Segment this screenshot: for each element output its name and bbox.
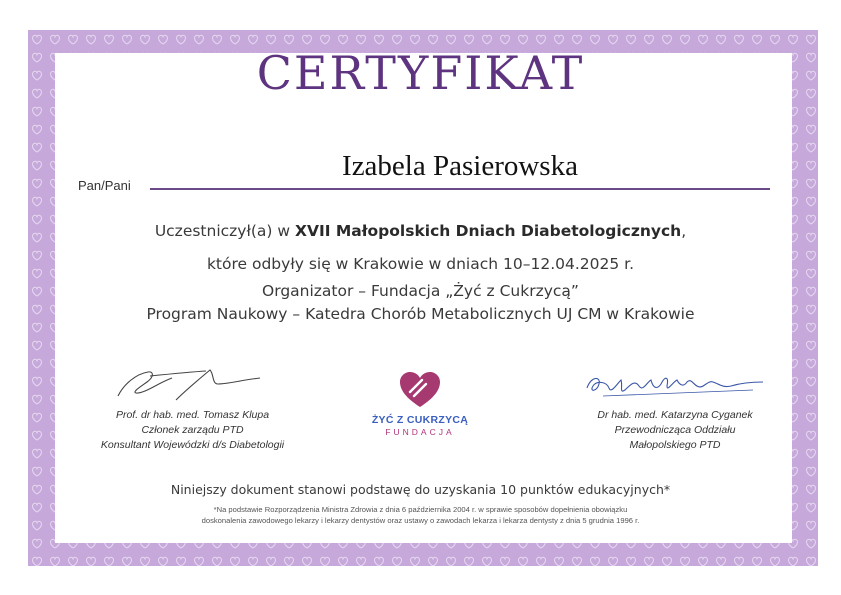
organizer-line: Organizator – Fundacja „Żyć z Cukrzycą” bbox=[262, 282, 579, 300]
event-dates-line: które odbyły się w Krakowie w dniach 10–12.04.2025 r. bbox=[206, 255, 635, 273]
footnote-line-1: *Na podstawie Rozporządzenia Ministra Zdrowia z dnia 6 października 2004 r. w sprawie sposobów dopełnienia obowiązku bbox=[213, 505, 628, 514]
participation-prefix: Uczestniczył(a) w bbox=[154, 222, 295, 240]
signatory-right-name: Dr hab. med. Katarzyna Cyganek bbox=[597, 409, 753, 421]
foundation-logo bbox=[360, 370, 480, 437]
signatory-right-block bbox=[575, 408, 775, 453]
education-points-statement: Niniejszy dokument stanowi podstawę do uzyskania 10 punktów edukacyjnych* bbox=[170, 482, 671, 497]
signatory-right-role1: Przewodnicząca Oddziału bbox=[614, 424, 736, 436]
signature-right bbox=[583, 370, 768, 402]
program-line: Program Naukowy – Katedra Chorób Metabolicznych UJ CM w Krakowie bbox=[146, 305, 695, 323]
signatory-right-role2: Małopolskiego PTD bbox=[629, 439, 721, 451]
signatory-left-block bbox=[85, 408, 300, 453]
participation-line bbox=[0, 222, 841, 240]
logo-subtitle: FUNDACJA bbox=[385, 427, 455, 437]
signatory-left-role1: Członek zarządu PTD bbox=[141, 424, 244, 436]
logo-name: ŻYĆ Z CUKRZYCĄ bbox=[371, 414, 469, 426]
participation-suffix: , bbox=[681, 222, 687, 240]
signatory-left-name: Prof. dr hab. med. Tomasz Klupa bbox=[115, 409, 270, 421]
recipient-name: Izabela Pasierowska bbox=[342, 150, 578, 182]
salutation-label: Pan/Pani bbox=[78, 178, 131, 193]
heart-icon bbox=[398, 370, 442, 410]
event-name: XVII Małopolskich Dniach Diabetologicznych bbox=[295, 222, 682, 240]
footnote-line-2: doskonalenia zawodowego lekarzy i lekarzy dentystów oraz ustawy o zawodach lekarza i lekarza dentysty z dnia 5 grudnia 1996 r. bbox=[201, 516, 640, 525]
signatory-left-role2: Konsultant Wojewódzki d/s Diabetologii bbox=[100, 439, 285, 451]
certificate-title: CERTYFIKAT bbox=[256, 46, 585, 100]
name-underline bbox=[150, 188, 770, 190]
signature-left bbox=[110, 362, 270, 404]
